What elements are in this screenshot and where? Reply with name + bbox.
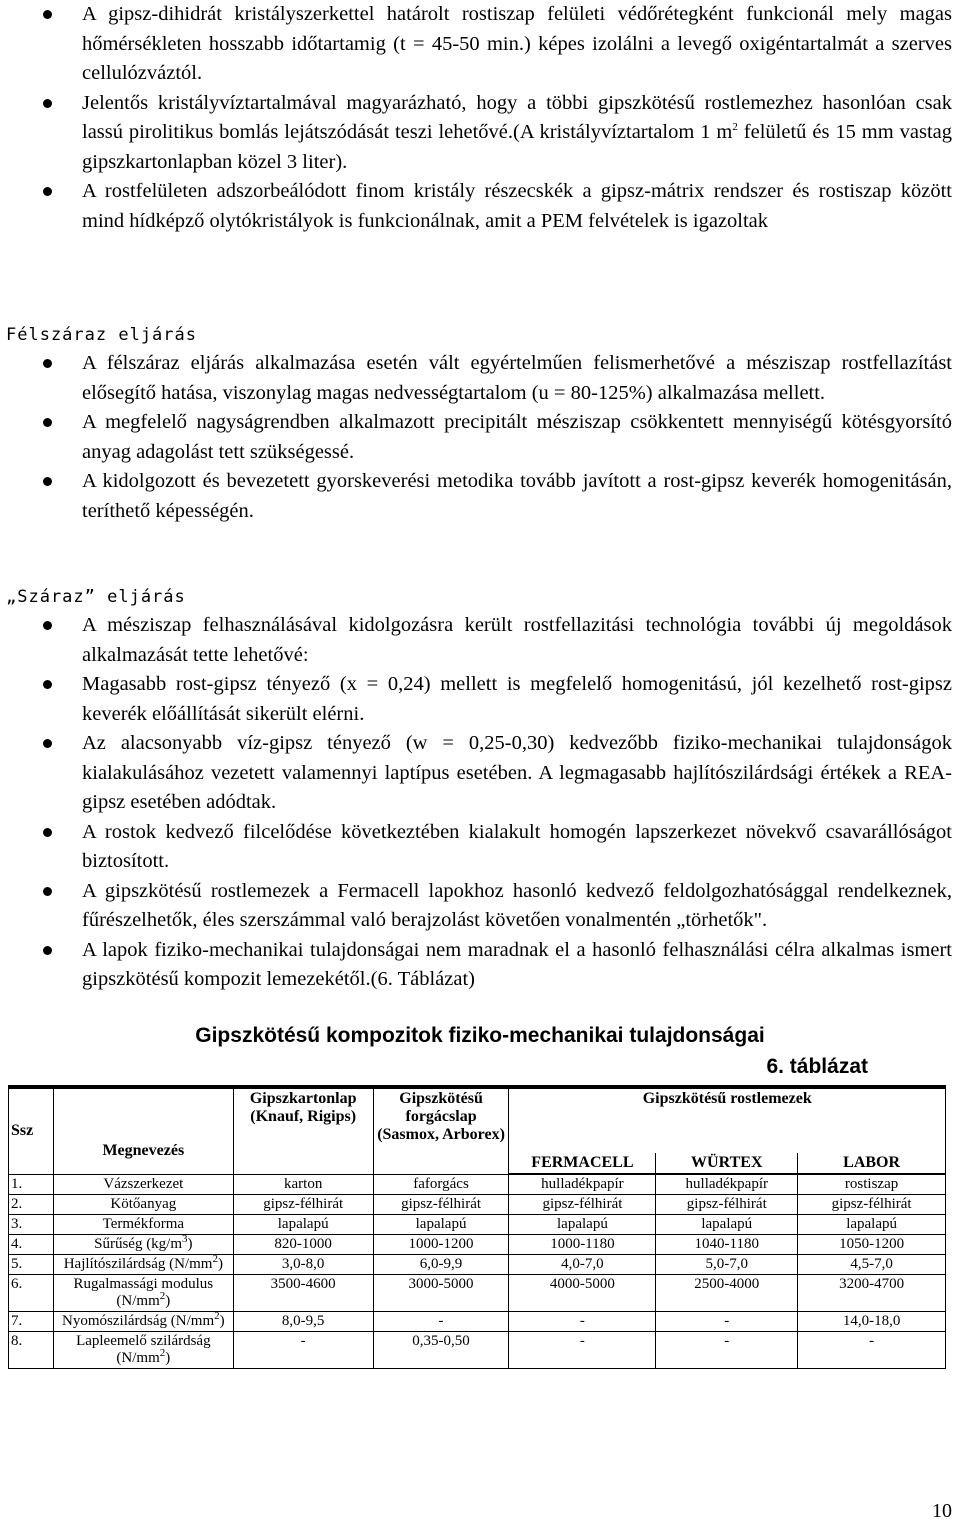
row-cell-3: 1000-1180 [509,1235,656,1255]
row-cell-1: 820-1000 [233,1235,373,1255]
bullet-icon [43,477,52,486]
row-name: Rugalmassági modulus $(N/mm^2)$ [53,1275,233,1312]
page-number: 10 [932,1500,952,1522]
row-cell-4: 1040-1180 [656,1235,798,1255]
row-cell-3: hulladékpapír [509,1174,656,1195]
table-row [9,1255,946,1275]
header-group: Gipszkötésű rostlemezek [509,1087,946,1153]
row-ssz: 6. [9,1275,54,1312]
row-cell-4: 2500-4000 [656,1275,798,1312]
row-cell-4: 5,0-7,0 [656,1255,798,1275]
row-cell-5: rostiszap [798,1174,946,1195]
row-name: Hajlítószilárdság $(N/mm^2)$ [53,1255,233,1275]
row-ssz: 5. [9,1255,54,1275]
list-item: A megfelelő nagyságrendben alkalmazott precipitált mésziszap csökkentett mennyiségű kötésgyorsító anyag adagolást tett szükségessé. [0,408,960,467]
row-name: Nyomószilárdság $(N/mm^2)$ [53,1312,233,1332]
table-body [9,1174,946,1369]
row-cell-4: gipsz-félhirát [656,1195,798,1215]
bullet-list-intro [0,0,960,236]
row-ssz: 7. [9,1312,54,1332]
row-cell-5: gipsz-félhirát [798,1195,946,1215]
table-row [9,1312,946,1332]
row-name: Termékforma [53,1215,233,1235]
header-ssz: Ssz [9,1087,54,1174]
table-title: Gipszkötésű kompozitok fiziko-mechanikai tulajdonságai [195,1024,765,1047]
bullet-icon [43,99,52,108]
table-row [9,1195,946,1215]
row-cell-5: lapalapú [798,1215,946,1235]
table-row [9,1275,946,1312]
row-cell-3: - [509,1312,656,1332]
row-ssz: 4. [9,1235,54,1255]
row-cell-2: 6,0-9,9 [373,1255,509,1275]
row-cell-5: 3200-4700 [798,1275,946,1312]
row-cell-1: 3,0-8,0 [233,1255,373,1275]
bullet-icon [43,187,52,196]
table-row [9,1174,946,1195]
section-heading: „Száraz” eljárás [6,587,186,607]
list-item: A gipsz-dihidrát kristályszerkettel határolt rostiszap felületi védőrétegként funkcionál mely magas hőmérsékleten hosszabb időtartamig (t = 45-50 min.) képes izolálni a levegő oxigéntartalmát a szerves cellulózváztól. [0,0,960,89]
section-szaraz [0,583,960,995]
row-cell-2: 1000-1200 [373,1235,509,1255]
bullet-icon [43,887,52,896]
header-sub3: LABOR [798,1153,946,1174]
row-name: Vázszerkezet [53,1174,233,1195]
header-sub2: WÜRTEX [656,1153,798,1174]
table-row [9,1332,946,1369]
list-item: A mésziszap felhasználásával kidolgozásra került rostfellazitási technológia további új megoldások alkalmazását tette lehetővé: [0,611,960,670]
bullet-icon [43,828,52,837]
list-item: A rostok kedvező filcelődése következtében kialakult homogén lapszerkezet növekvő csavarállóságot biztosított. [0,818,960,877]
header-name: Megnevezés [53,1087,233,1174]
table-row [9,1215,946,1235]
bullet-icon [43,10,52,19]
row-cell-4: lapalapú [656,1215,798,1235]
bullet-icon [43,946,52,955]
header-col1: Gipszkartonlap (Knauf, Rigips) [233,1087,373,1174]
header-col2: Gipszkötésű forgácslap (Sasmox, Arborex) [373,1087,509,1174]
row-cell-2: 3000-5000 [373,1275,509,1312]
row-cell-3: lapalapú [509,1215,656,1235]
row-cell-1: lapalapú [233,1215,373,1235]
row-ssz: 1. [9,1174,54,1195]
row-ssz: 3. [9,1215,54,1235]
row-cell-2: - [373,1312,509,1332]
row-cell-4: - [656,1312,798,1332]
row-name: Kötőanyag [53,1195,233,1215]
row-cell-2: lapalapú [373,1215,509,1235]
header-sub1: FERMACELL [509,1153,656,1174]
list-item: A lapok fiziko-mechanikai tulajdonságai nem maradnak el a hasonló felhasználási célra alkalmas ismert gipszkötésű kompozit lemezekétől.(6. Táblázat) [0,936,960,995]
row-cell-5: 14,0-18,0 [798,1312,946,1332]
row-cell-1: 3500-4600 [233,1275,373,1312]
row-cell-3: - [509,1332,656,1369]
section-heading: Félszáraz eljárás [6,325,197,345]
row-ssz: 2. [9,1195,54,1215]
table-number: 6. táblázat [766,1055,868,1078]
list-item: Magasabb rost-gipsz tényező (x = 0,24) mellett is megfelelő homogenitású, jól kezelhető rost-gipsz keverék előállítását sikerült elérni. [0,670,960,729]
row-cell-1: - [233,1332,373,1369]
bullet-icon [43,621,52,630]
row-cell-2: gipsz-félhirát [373,1195,509,1215]
bullet-icon [43,359,52,368]
table-row [9,1235,946,1255]
row-cell-4: hulladékpapír [656,1174,798,1195]
bullet-icon [43,418,52,427]
bullet-icon [43,739,52,748]
row-cell-1: karton [233,1174,373,1195]
row-name: Lapleemelő szilárdság $(N/mm^2)$ [53,1332,233,1369]
row-cell-5: 1050-1200 [798,1235,946,1255]
list-item: A rostfelületen adszorbeálódott finom kristály részecskék a gipsz-mátrix rendszer és rostiszap között mind hídképző olytókristályok is funkcionálnak, amit a PEM felvételek is igazoltak [0,177,960,236]
bullet-icon [43,680,52,689]
row-cell-4: - [656,1332,798,1369]
row-cell-3: 4000-5000 [509,1275,656,1312]
properties-table [8,1085,946,1369]
row-name: Sűrűség $(kg/m^3)$ [53,1235,233,1255]
row-cell-1: gipsz-félhirát [233,1195,373,1215]
row-cell-2: 0,35-0,50 [373,1332,509,1369]
list-item: Az alacsonyabb víz-gipsz tényező (w = 0,25-0,30) kedvezőbb fiziko-mechanikai tulajdonságok kialakulásához vezetett valamennyi laptípus esetében. A legmagasabb hajlítószilárdsági értékek a REA-gipsz esetében adódtak. [0,729,960,818]
row-cell-2: faforgács [373,1174,509,1195]
bullet-list [0,611,960,995]
list-item: A kidolgozott és bevezetett gyorskeverési metodika tovább javított a rost-gipsz keverék homogenitásán, teríthető képességén. [0,467,960,526]
row-cell-5: - [798,1332,946,1369]
list-item: Jelentős kristályvíztartalmával magyarázható, hogy a többi gipszkötésű rostlemezhez hasonlóan csak lassú pirolitikus bomlás lejátszódását teszi lehetővé.(A kristályvíztartalom 1 $m^2$ felületű és 15 mm vastag gipszkartonlapban közel 3 liter). [0,89,960,178]
row-cell-3: 4,0-7,0 [509,1255,656,1275]
row-ssz: 8. [9,1332,54,1369]
row-cell-3: gipsz-félhirát [509,1195,656,1215]
row-cell-5: 4,5-7,0 [798,1255,946,1275]
row-cell-1: 8,0-9,5 [233,1312,373,1332]
list-item: A félszáraz eljárás alkalmazása esetén vált egyértelműen felismerhetővé a mésziszap rostfellazítást elősegítő hatása, viszonylag magas nedvességtartalom (u = 80-125%) alkalmazása mellett. [0,349,960,408]
bullet-list [0,349,960,526]
section-felszaraz [0,321,960,526]
list-item: A gipszkötésű rostlemezek a Fermacell lapokhoz hasonló kedvező feldolgozhatósággal rendelkeznek, fűrészelhetők, éles szerszámmal való berajzolást követően vonalmentén „törhetők". [0,877,960,936]
